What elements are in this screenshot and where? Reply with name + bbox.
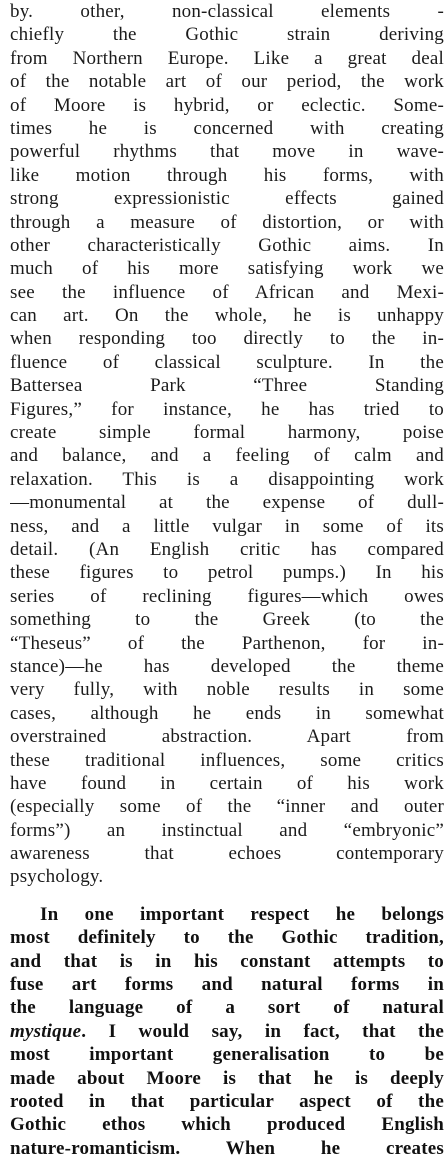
text-fragment: . I would say, in fact, that the — [81, 1020, 444, 1042]
text-line: detail. (An English critic has compared — [10, 538, 444, 560]
text-line: fuse art forms and natural forms in — [10, 974, 444, 996]
text-line: cases, although he ends in somewhat — [10, 702, 444, 724]
text-line: ness, and a little vulgar in some of its — [10, 515, 444, 537]
text-line: “Theseus” of the Parthenon, for in- — [10, 632, 444, 654]
text-line: (especially some of the “inner and outer — [10, 796, 444, 818]
text-line: these figures to petrol pumps.) In his — [10, 562, 444, 584]
paragraph-1 — [10, 0, 444, 889]
italic-word: mystique — [10, 1020, 82, 1042]
text-line: the language of a sort of natural — [10, 997, 444, 1019]
text-line: stance)—he has developed the theme — [10, 655, 444, 677]
text-line: through a measure of distortion, or with — [10, 211, 444, 233]
text-line: psychology. — [10, 866, 104, 888]
text-line: —monumental at the expense of dull- — [10, 492, 444, 514]
text-line: rooted in that particular aspect of the — [10, 1090, 444, 1112]
text-line: most important generalisation to be — [10, 1044, 444, 1066]
text-line: and that is in his constant attempts to — [10, 950, 444, 972]
text-line: times he is concerned with creating — [10, 117, 444, 139]
text-line: relaxation. This is a disappointing work — [10, 468, 444, 490]
text-line: forms”) an instinctual and “embryonic” — [10, 819, 444, 841]
text-line: of Moore is hybrid, or eclectic. Some- — [10, 94, 444, 116]
text-line: of the notable art of our period, the work — [10, 71, 444, 93]
text-line: fluence of classical sculpture. In the — [10, 351, 444, 373]
text-line: very fully, with noble results in some — [10, 679, 444, 701]
text-line: most definitely to the Gothic tradition, — [10, 927, 444, 949]
text-line: create simple formal harmony, poise — [10, 422, 444, 444]
text-line: these traditional influences, some critics — [10, 749, 444, 771]
text-line: much of his more satisfying work we — [10, 258, 444, 280]
text-line: have found in certain of his work — [10, 772, 444, 794]
text-line: from Northern Europe. Like a great deal — [10, 47, 444, 69]
text-line: other characteristically Gothic aims. In — [10, 234, 444, 256]
text-line: and balance, and a feeling of calm and — [10, 445, 444, 467]
text-line: like motion through his forms, with — [10, 164, 444, 186]
text-line-mixed — [10, 1020, 444, 1043]
text-line: nature-romanticism. When he creates — [10, 1137, 444, 1159]
text-line: strong expressionistic effects gained — [10, 188, 444, 210]
text-line: overstrained abstraction. Apart from — [10, 726, 444, 748]
text-line: awareness that echoes contemporary — [10, 843, 444, 865]
text-line: Figures,” for instance, he has tried to — [10, 398, 444, 420]
text-line: Gothic ethos which produced English — [10, 1114, 444, 1136]
text-line: powerful rhythms that move in wave- — [10, 141, 444, 163]
text-line: by. other, non-classical elements - — [10, 1, 444, 22]
text-line: when responding too directly to the in- — [10, 328, 444, 350]
document-page — [10, 0, 444, 1160]
text-line: something to the Greek (to the — [10, 609, 444, 631]
text-line: made about Moore is that he is deeply — [10, 1067, 444, 1089]
paragraph-2 — [10, 903, 444, 1160]
text-line: In one important respect he belongs — [40, 903, 444, 925]
text-line: series of reclining figures—which owes — [10, 585, 444, 607]
text-line: see the influence of African and Mexi- — [10, 281, 444, 303]
text-line: can art. On the whole, he is unhappy — [10, 305, 444, 327]
text-line: chiefly the Gothic strain deriving — [10, 24, 444, 46]
text-line: Battersea Park “Three Standing — [10, 375, 444, 397]
